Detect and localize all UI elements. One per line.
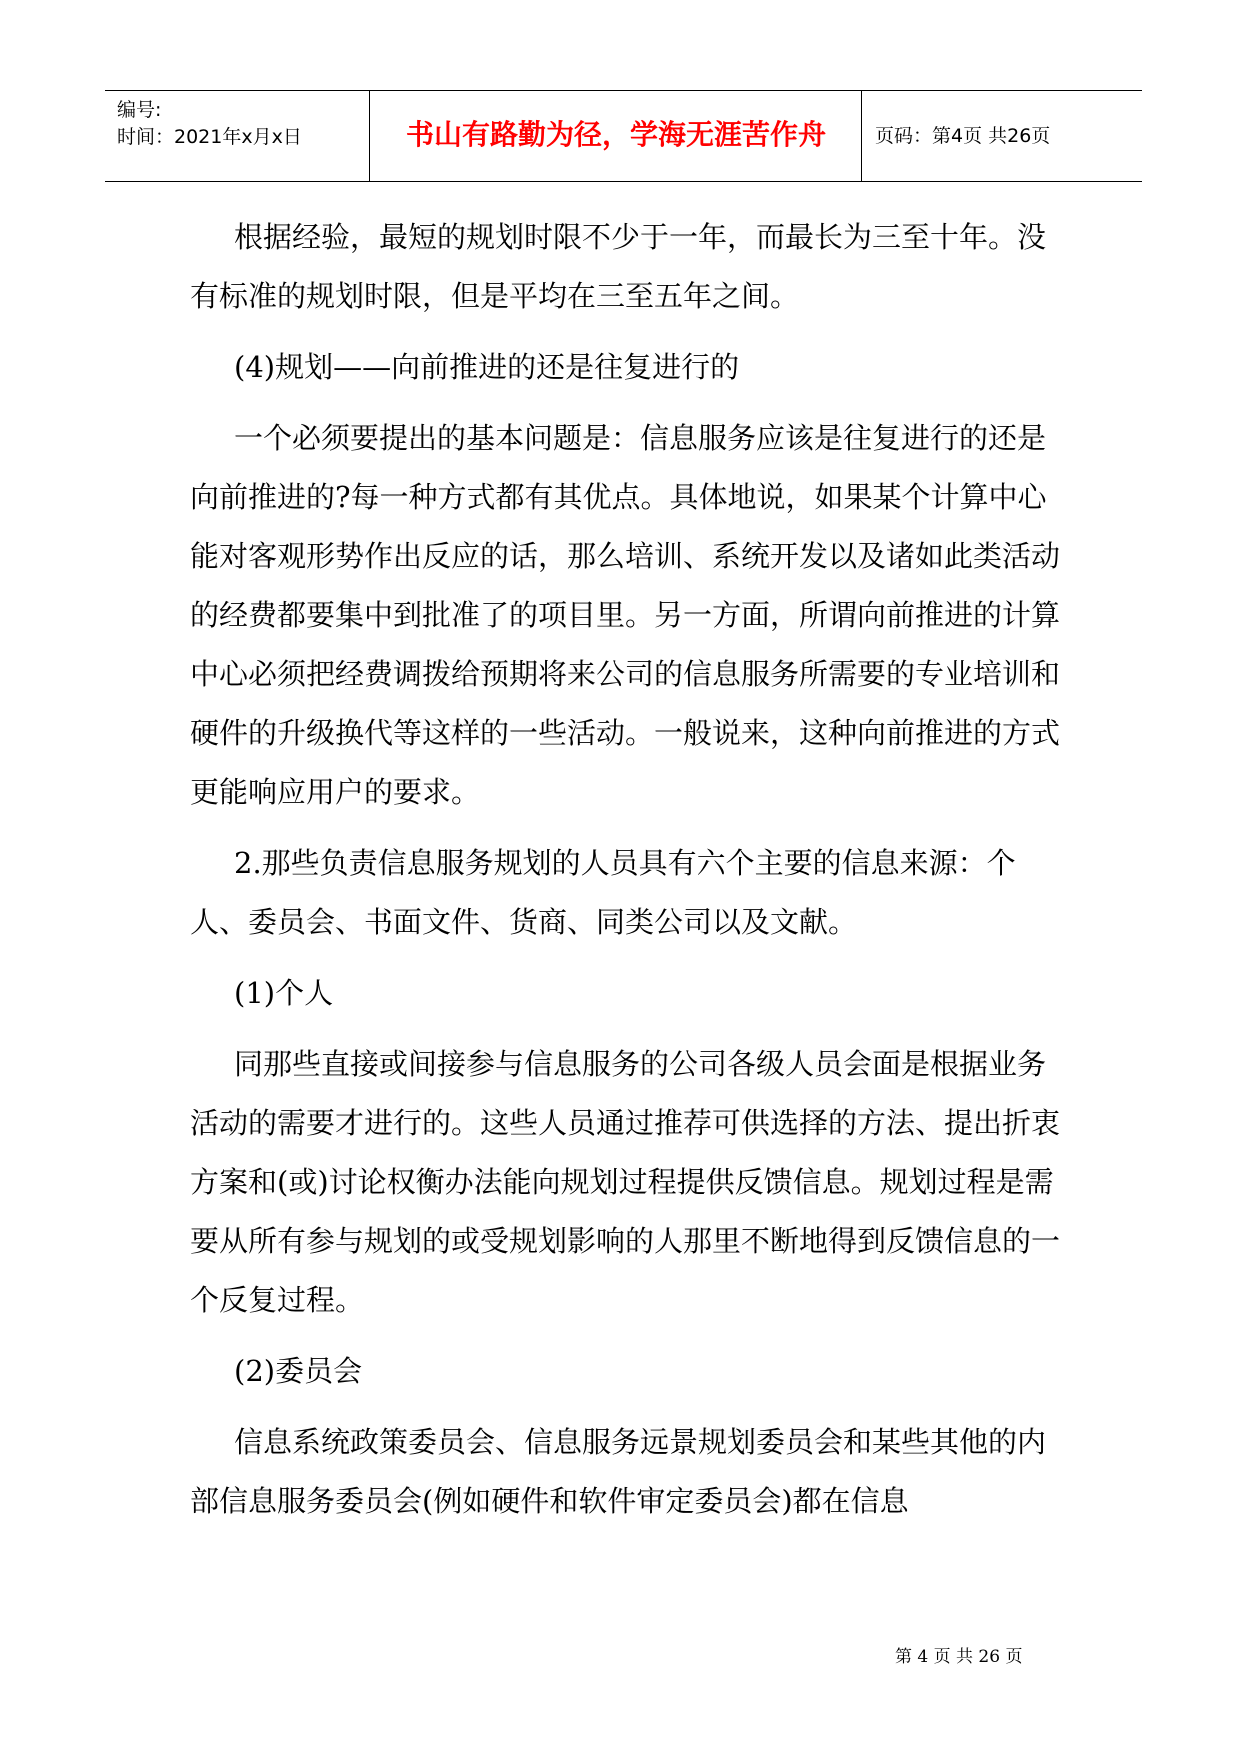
document-time-label: 时间：2021年x月x日	[117, 126, 302, 148]
header-meta	[117, 97, 302, 151]
header-divider	[861, 91, 862, 181]
body-paragraph: 一个必须要提出的基本问题是：信息服务应该是往复进行的还是向前推进的?每一种方式都有其优点。具体地说，如果某个计算中心能对客观形势作出反应的话，那么培训、系统开发以及诸如此类活动的经费都要集中到批准了的项目里。另一方面，所谓向前推进的计算中心必须把经费调拨给预期将来公司的信息服务所需要的专业培训和硬件的升级换代等这样的一些活动。一般说来，这种向前推进的方式更能响应用户的要求。	[190, 421, 1061, 809]
header-motto: 书山有路勤为径，学海无涯苦作舟	[405, 118, 826, 151]
document-body	[190, 208, 1070, 1531]
document-number-label: 编号:	[117, 99, 162, 121]
body-paragraph: 同那些直接或间接参与信息服务的公司各级人员会面是根据业务活动的需要才进行的。这些人员通过推荐可供选择的方法、提出折衷方案和(或)讨论权衡办法能向规划过程提供反馈信息。规划过程是需要从所有参与规划的或受规划影响的人那里不断地得到反馈信息的一个反复过程。	[190, 1047, 1061, 1317]
section-heading: (1)个人	[234, 976, 334, 1010]
header-page-number: 页码：第4页 共26页	[875, 125, 1051, 147]
body-paragraph: 2.那些负责信息服务规划的人员具有六个主要的信息来源：个人、委员会、书面文件、货商、同类公司以及文献。	[190, 846, 1016, 939]
header-divider	[369, 91, 370, 181]
page-footer: 第 4 页 共 26 页	[895, 1647, 1023, 1667]
body-paragraph: 信息系统政策委员会、信息服务远景规划委员会和某些其他的内部信息服务委员会(例如硬件和软件审定委员会)都在信息	[190, 1425, 1047, 1518]
section-heading: (4)规划——向前推进的还是往复进行的	[234, 350, 740, 384]
page-header	[105, 90, 1142, 182]
body-paragraph: 根据经验，最短的规划时限不少于一年，而最长为三至十年。没有标准的规划时限，但是平均在三至五年之间。	[190, 220, 1047, 313]
section-heading: (2)委员会	[234, 1354, 363, 1388]
